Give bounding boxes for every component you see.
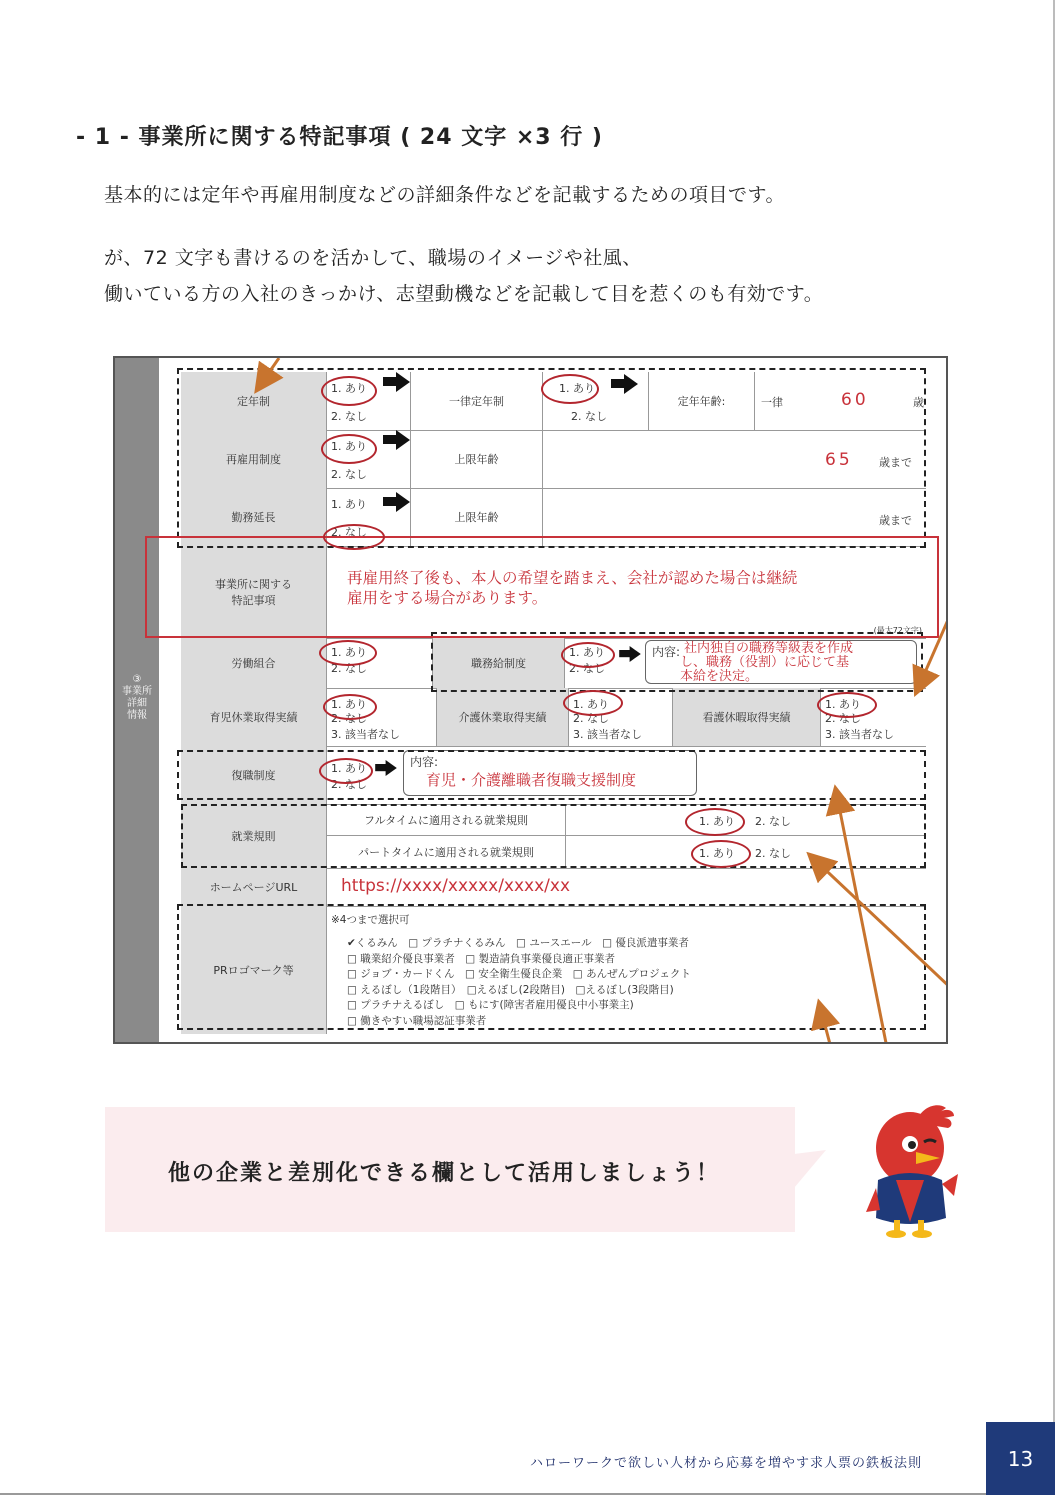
pr-line-4: □ えるぼし（1段階目） □えるぼし(2段階目) □えるぼし(3段階目)	[347, 983, 674, 996]
roudou-label: 労働組合	[181, 638, 327, 688]
pr-note: ※4つまで選択可	[331, 914, 410, 926]
saikoyo-age-value: 65	[825, 450, 853, 470]
teinen-age-label: 定年年齢:	[649, 372, 755, 430]
kaigo-label: 介護休業取得実績	[437, 688, 569, 746]
ichiritsu-yes: 1. あり	[559, 382, 595, 395]
pointer-arrow-icon	[815, 860, 948, 990]
pr-label: PRロゴマーク等	[181, 906, 327, 1034]
pr-line-1: ✔くるみん □ プラチナくるみん □ ユースエール □ 優良派遣事業者	[347, 937, 689, 949]
shokumu-label: 職務給制度	[433, 638, 565, 688]
teinen-yes: 1. あり	[331, 382, 367, 395]
shokumu-yes: 1. あり	[569, 646, 605, 659]
shokumu-content-prefix: 内容:	[652, 645, 681, 659]
fukushoku-label: 復職制度	[181, 746, 327, 804]
fukushoku-no: 2. なし	[331, 778, 367, 791]
fukushoku-content-prefix: 内容:	[410, 755, 439, 769]
orange-arrows	[115, 358, 948, 1044]
pr-line-3: □ ジョブ・カードくん □ 安全衛生優良企業 □ あんぜんプロジェクト	[347, 968, 691, 980]
kinmu-no: 2. なし	[331, 526, 367, 539]
paragraph-3: 働いている方の入社のきっかけ、志望動機などを記載して目を惹くのも有効です。	[104, 283, 824, 305]
teinen-age-prefix: 一律	[761, 396, 783, 409]
ikuji-na: 3. 該当者なし	[331, 728, 400, 741]
shokumu-content-2: し、職務（役割）に応じて基	[680, 655, 850, 670]
shugyo-label: 就業規則	[181, 804, 327, 868]
page-number: 13	[986, 1422, 1055, 1495]
shugyo-full-no: 2. なし	[755, 815, 791, 828]
shugyo-part-no: 2. なし	[755, 847, 791, 860]
homepage-url: https://xxxx/xxxxx/xxxx/xx	[341, 876, 571, 896]
kaigo-yes: 1. あり	[573, 698, 609, 711]
shugyo-full-label: フルタイムに適用される就業規則	[327, 804, 566, 835]
pointer-arrow-icon	[919, 604, 948, 686]
ikuji-no: 2. なし	[331, 712, 367, 725]
kaigo-no: 2. なし	[573, 712, 609, 725]
saikoyo-sub: 上限年齢	[411, 430, 543, 488]
homepage-label: ホームページURL	[181, 868, 327, 906]
tokki-max-note: (最大72文字)	[873, 626, 922, 635]
footer-title: ハローワークで欲しい人材から応募を増やす求人票の鉄板法則	[530, 1456, 923, 1471]
pointer-arrow-icon	[261, 358, 279, 384]
paragraph-2: が、72 文字も書けるのを活かして、職場のイメージや社風、	[104, 247, 642, 269]
kinmu-sub: 上限年齢	[411, 488, 543, 546]
shugyo-part-label: パートタイムに適用される就業規則	[327, 836, 566, 868]
fukushoku-content-text: 育児・介護離職者復職支援制度	[426, 771, 637, 789]
tokki-text-1: 再雇用終了後も、本人の希望を踏まえ、会社が認めた場合は継続	[347, 569, 798, 587]
pr-line-6: □ 働きやすい職場認証事業者	[347, 1014, 487, 1027]
saikoyo-label: 再雇用制度	[181, 430, 327, 488]
shugyo-full-yes: 1. あり	[699, 815, 735, 828]
fukushoku-yes: 1. あり	[331, 762, 367, 775]
tokki-label-1: 事業所に関する	[215, 578, 292, 591]
teinen-label: 定年制	[181, 372, 327, 430]
kango-yes: 1. あり	[825, 698, 861, 711]
kango-no: 2. なし	[825, 712, 861, 725]
side-label: ③ 事業所 詳細 情報	[122, 674, 152, 721]
kaigo-na: 3. 該当者なし	[573, 728, 642, 741]
roudou-yes: 1. あり	[331, 646, 367, 659]
kinmu-age-suffix: 歳まで	[879, 514, 912, 527]
kango-na: 3. 該当者なし	[825, 728, 894, 741]
kinmu-label: 勤務延長	[181, 488, 327, 546]
callout-text: 他の企業と差別化できる欄として活用しましょう！	[168, 1161, 721, 1186]
pr-line-2: □ 職業紹介優良事業者 □ 製造請負事業優良適正事業者	[347, 952, 616, 965]
ichiritsu-no: 2. なし	[571, 410, 607, 423]
teinen-age-suffix: 歳	[913, 396, 924, 409]
shugyo-part-yes: 1. あり	[699, 847, 735, 860]
saikoyo-no: 2. なし	[331, 468, 367, 481]
shokumu-content-3: 本給を決定。	[680, 669, 759, 684]
tokki-label-2: 特記事項	[231, 594, 276, 607]
paragraph-1: 基本的には定年や再雇用制度などの詳細条件などを記載するための項目です。	[104, 184, 785, 206]
callout-tail	[794, 1150, 828, 1190]
pr-line-5: □ プラチナえるぼし □ もにす(障害者雇用優良中小事業主)	[347, 999, 634, 1011]
ikuji-yes: 1. あり	[331, 698, 367, 711]
job-form-excerpt	[113, 356, 948, 1044]
ikuji-label: 育児休業取得実績	[181, 688, 327, 746]
shokumu-no: 2. なし	[569, 662, 605, 675]
kinmu-yes: 1. あり	[331, 498, 367, 511]
pointer-arrow-icon	[821, 1010, 831, 1044]
teinen-no: 2. なし	[331, 410, 367, 423]
tokki-text-2: 雇用をする場合があります。	[347, 589, 548, 607]
teinen-sub: 一律定年制	[411, 372, 543, 430]
mascot-bird-illustration	[866, 1100, 960, 1240]
kango-label: 看護休暇取得実績	[673, 688, 821, 746]
teinen-age-value: 60	[841, 390, 869, 410]
shokumu-content-1: 社内独自の職務等級表を作成	[684, 641, 854, 656]
section-heading: - 1 - 事業所に関する特記事項 ( 24 文字 ×3 行 )	[76, 125, 603, 150]
saikoyo-age-suffix: 歳まで	[879, 456, 912, 469]
saikoyo-yes: 1. あり	[331, 440, 367, 453]
roudou-no: 2. なし	[331, 662, 367, 675]
